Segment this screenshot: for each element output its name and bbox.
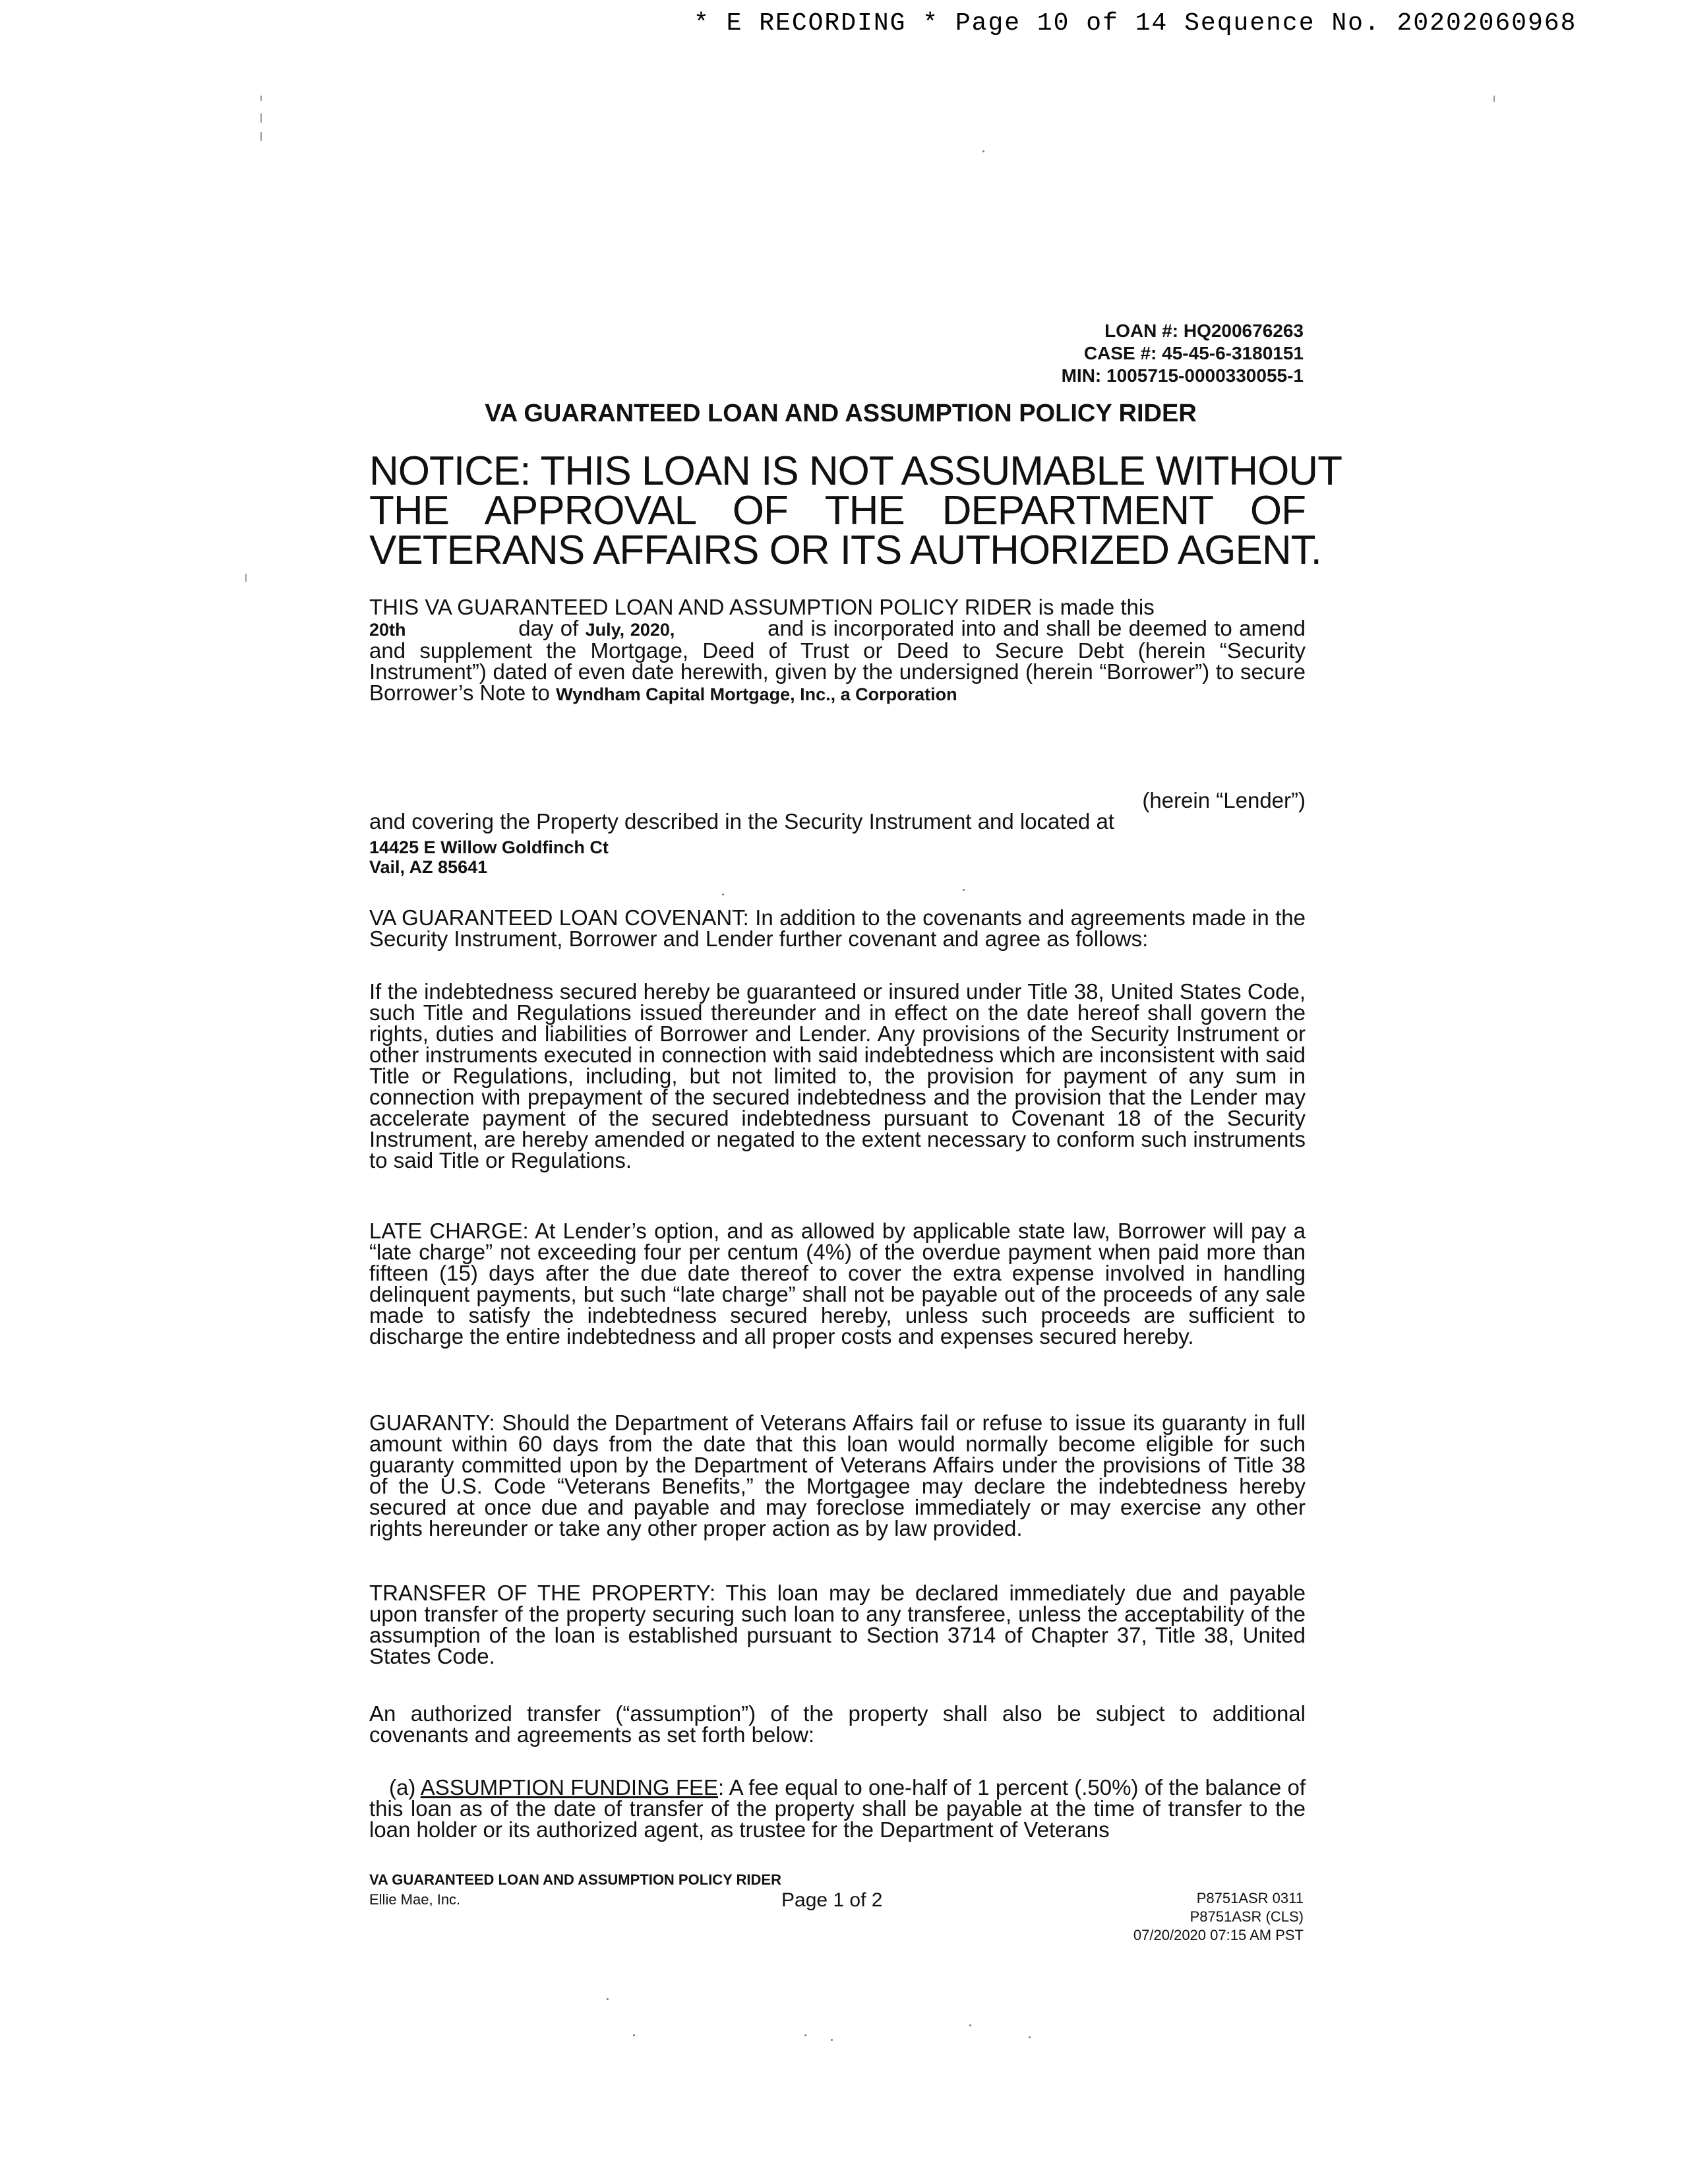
footer-company: Ellie Mae, Inc. — [369, 1891, 461, 1908]
funding-fee-label: ASSUMPTION FUNDING FEE — [420, 1775, 719, 1800]
intro-text-a: THIS VA GUARANTEED LOAN AND ASSUMPTION POLICY RIDER is made this — [369, 595, 1155, 619]
covenant-paragraph: VA GUARANTEED LOAN COVENANT: In addition to the covenants and agreements made in the Security Instrument, Borrower and Lender further covenant and agree as follows: — [369, 905, 1306, 951]
scan-speck — [963, 889, 965, 891]
footer-title: VA GUARANTEED LOAN AND ASSUMPTION POLICY RIDER — [369, 1871, 781, 1888]
scan-speck — [607, 1998, 609, 2000]
funding-prefix: (a) — [389, 1775, 416, 1800]
late-charge-paragraph: LATE CHARGE: At Lender’s option, and as allowed by applicable state law, Borrower will pay a “late charge” not exceeding four per centum (4%) of the overdue payment when paid more than fifteen (15) days after the due date thereof to cover the extra expense involved in handling delinquent payments, but such “late charge” shall not be payable out of the proceeds of any sale made to satisfy the indebtedness secured hereby, unless such proceeds are sufficient to discharge the entire indebtedness and all proper costs and expenses secured hereby. — [369, 1219, 1306, 1349]
scan-mark — [260, 132, 262, 141]
notice-line-1: NOTICE: THIS LOAN IS NOT ASSUMABLE WITHOUT — [369, 448, 1342, 494]
notice-line-2: THE APPROVAL OF THE DEPARTMENT OF — [369, 488, 1306, 533]
recording-header: * E RECORDING * Page 10 of 14 Sequence No. 20202060968 — [694, 9, 1577, 38]
indebtedness-paragraph: If the indebtedness secured hereby be guaranteed or insured under Title 38, United States Code, such Title and Regulations issued thereunder and in effect on the date hereof shall govern the rights, duties and liabilities of Borrower and Lender. Any provisions of the Security Instrument or other instruments executed in connection with said indebtedness which are inconsistent with said Title or Regulations, including, but not limited to, the provision for payment of any sum in connection with prepayment of the secured indebtedness and the provision that the Lender may accelerate payment of the secured indebtedness pursuant to Covenant 18 of the Security Instrument, are hereby amended or negated to the extent necessary to conform such instruments to said Title or Regulations. — [369, 979, 1306, 1172]
scan-speck — [831, 2039, 833, 2041]
scan-speck — [804, 2034, 806, 2036]
footer-right — [1068, 1889, 1304, 1945]
scan-speck — [969, 2024, 971, 2026]
scan-speck — [722, 894, 724, 895]
scan-mark — [1493, 96, 1495, 102]
footer-timestamp: 07/20/2020 07:15 AM PST — [1133, 1927, 1304, 1943]
intro-month-year: July, 2020, — [585, 620, 675, 640]
footer-code-1: P8751ASR 0311 — [1196, 1890, 1304, 1906]
min-number: MIN: 1005715-0000330055-1 — [1061, 365, 1304, 386]
scan-speck — [633, 2034, 635, 2036]
scan-speck — [982, 150, 984, 152]
intro-day: 20th — [369, 620, 406, 640]
case-number: CASE #: 45-45-6-3180151 — [1083, 343, 1304, 363]
footer-left — [369, 1870, 781, 1910]
authorized-transfer-paragraph: An authorized transfer (“assumption”) of the property shall also be subject to additional covenants and agreements as set forth below: — [369, 1701, 1306, 1747]
scan-speck — [1029, 2036, 1031, 2038]
funding-fee-text: : A fee equal to one-half of 1 percent (.50%) of the balance of this loan as of the date of transfer of the property shall be payable at the time of transfer to the loan holder or its authorized agent, as trustee for the Department of Veterans — [369, 1775, 1306, 1842]
footer-page-number: Page 1 of 2 — [781, 1889, 883, 1911]
loan-identifiers — [857, 320, 1304, 387]
scan-mark — [260, 96, 262, 101]
funding-fee-paragraph — [369, 1777, 1306, 1840]
lender-name: Wyndham Capital Mortgage, Inc., a Corporation — [556, 684, 957, 704]
transfer-paragraph: TRANSFER OF THE PROPERTY: This loan may be declared immediately due and payable upon transfer of the property securing such loan to any transferee, unless the acceptability of the assumption of the loan is established pursuant to Section 3714 of Chapter 37, Title 38, United States Code. — [369, 1581, 1306, 1668]
covering-text: and covering the Property described in the Security Instrument and located at — [369, 809, 1114, 834]
notice-heading — [369, 448, 1342, 573]
guaranty-paragraph: GUARANTY: Should the Department of Veterans Affairs fail or refuse to issue its guaranty in full amount within 60 days from the date that this loan would normally become eligible for such guaranty committed upon by the Department of Veterans Affairs under the provisions of Title 38 of the U.S. Code “Veterans Benefits,” the Mortgagee may declare the indebtedness hereby secured at once due and payable and may foreclose immediately or may exercise any other rights hereunder or take any other proper action as by law provided. — [369, 1410, 1306, 1540]
scan-mark — [260, 113, 262, 123]
footer-code-2: P8751ASR (CLS) — [1190, 1908, 1304, 1925]
rider-title: VA GUARANTEED LOAN AND ASSUMPTION POLICY RIDER — [485, 400, 1197, 427]
address-line-2: Vail, AZ 85641 — [369, 857, 488, 877]
herein-lender: (herein “Lender”) — [1142, 788, 1306, 812]
loan-number: LOAN #: HQ200676263 — [1104, 320, 1304, 341]
intro-text-c: and is incorporated into and shall be deemed to amend and supplement the Mortgage, Deed of Trust or Deed to Secure Debt (herein “Security Instrument”) dated of even date herewith, given by the undersigned (herein “Borrower”) to secure Borrower’s Note to — [369, 616, 1306, 705]
address-line-1: 14425 E Willow Goldfinch Ct — [369, 837, 609, 857]
notice-line-3: VETERANS AFFAIRS OR ITS AUTHORIZED AGENT. — [369, 528, 1321, 573]
scan-mark — [245, 574, 247, 582]
intro-paragraph — [369, 597, 1306, 705]
property-address — [369, 837, 1306, 877]
intro-day-of: day of — [518, 616, 579, 640]
